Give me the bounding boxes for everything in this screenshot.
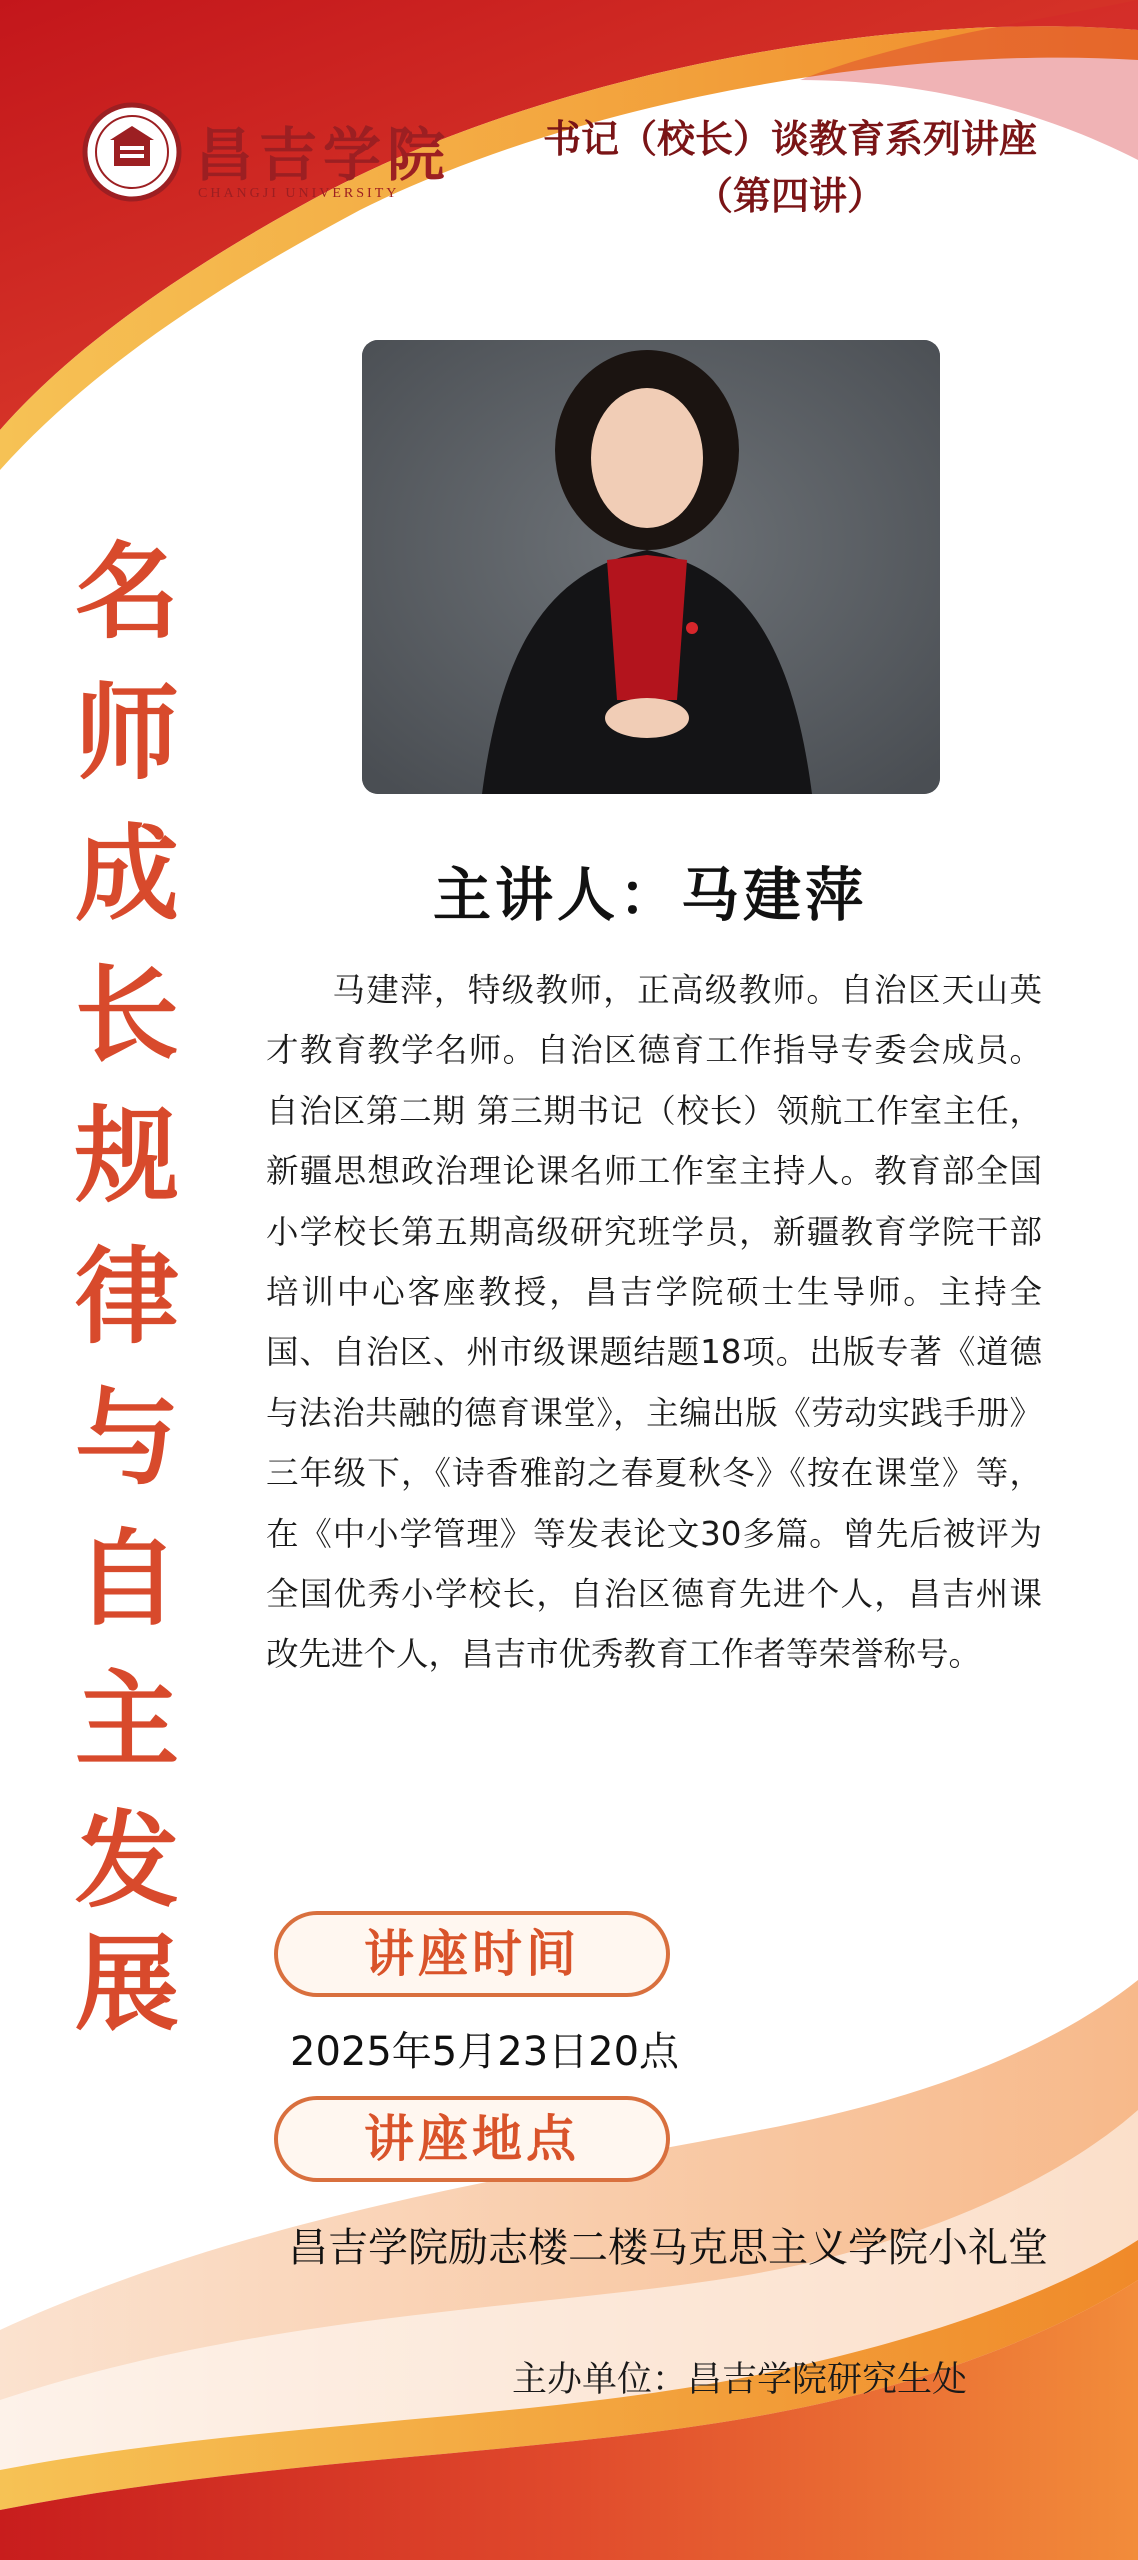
speaker-name: 主讲人：马建萍 <box>432 861 867 929</box>
university-name-en: CHANGJI UNIVERSITY <box>198 186 400 201</box>
vertical-title-char: 发 <box>74 1799 179 1922</box>
vertical-title-char: 成 <box>74 812 179 935</box>
university-name: 昌吉学院 <box>195 121 452 189</box>
lecture-time-value: 2025年5月23日20点 <box>290 2029 680 2075</box>
lecture-time-label: 讲座时间 <box>274 1911 670 1997</box>
vertical-title-char: 展 <box>74 1922 179 2045</box>
series-subtitle: （第四讲） <box>694 173 885 218</box>
bio-text: 马建萍，特级教师，正高级教师。自治区天山英才教育教学名师。自治区德育工作指导专委会成员。自治区第二期 第三期书记（校长）领航工作室主任，新疆思想政治理论课名师工作室主持人。教育部全国小学校长第五期高级研究班学员，新疆教育学院干部培训中心客座教授，昌吉学院硕士生导师。主持全国、自治区、州市级课题结题18项。出版专著《道德与法治共融的德育课堂》，主编出版《劳动实践手册》三年级下，《诗香雅韵之春夏秋冬》《按在课堂》等，在《中小学管理》等发表论文30多篇。曾先后被评为全国优秀小学校长，自治区德育先进个人，昌吉州课改先进个人，昌吉市优秀教育工作者等荣誉称号。 <box>266 971 1042 1674</box>
vertical-title-char: 与 <box>74 1376 179 1499</box>
vertical-title-char: 师 <box>74 671 179 794</box>
vertical-title-char: 律 <box>74 1235 179 1358</box>
organizer: 主办单位：昌吉学院研究生处 <box>512 2360 968 2400</box>
university-logo <box>82 102 182 202</box>
speaker-bio <box>266 960 1042 1685</box>
vertical-title-char: 规 <box>74 1094 179 1217</box>
lecture-place-label: 讲座地点 <box>274 2096 670 2182</box>
vertical-title-char: 名 <box>74 530 179 653</box>
vertical-title-char: 主 <box>74 1658 179 1781</box>
lecture-place-value: 昌吉学院励志楼二楼马克思主义学院小礼堂 <box>288 2225 1048 2271</box>
vertical-title-char: 长 <box>74 953 179 1076</box>
series-title: 书记（校长）谈教育系列讲座 <box>542 116 1037 161</box>
vertical-title-char: 自 <box>74 1517 179 1640</box>
speaker-photo <box>362 340 940 794</box>
